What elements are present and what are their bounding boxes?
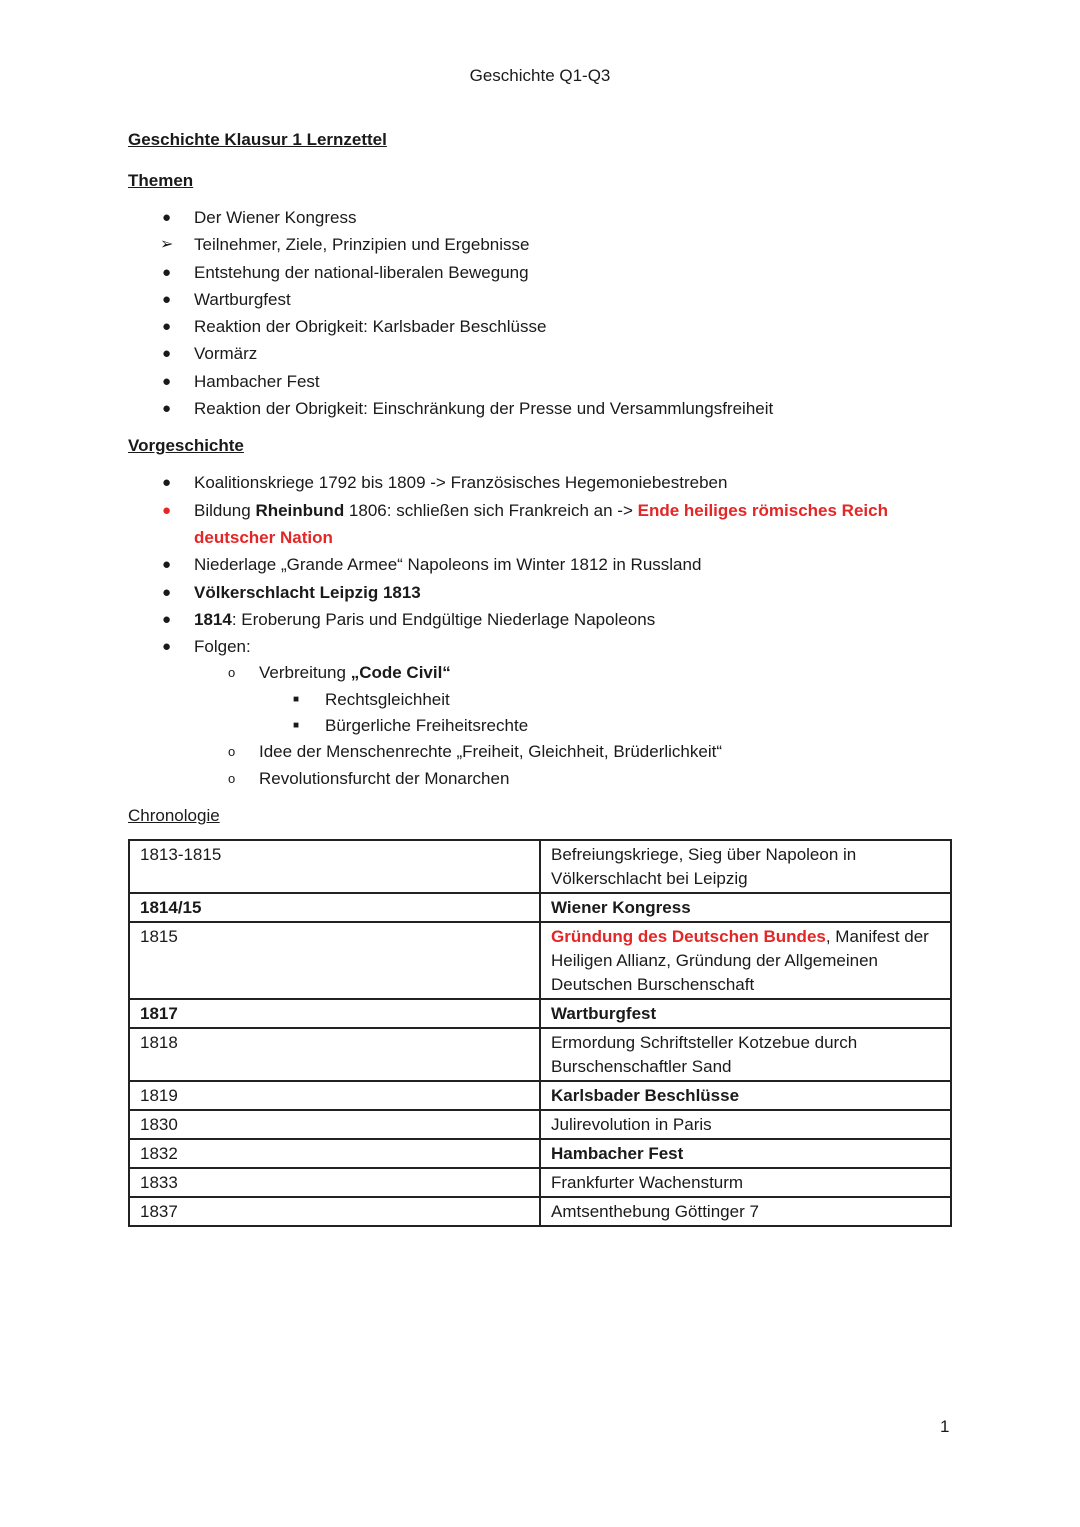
list-item: ● Entstehung der national-liberalen Bewegung [128,259,952,286]
table-cell-event: Befreiungskriege, Sieg über Napoleon in Völkerschlacht bei Leipzig [540,840,951,893]
list-item: ● Reaktion der Obrigkeit: Karlsbader Beschlüsse [128,313,952,340]
bullet-icon: ● [162,263,172,281]
bullet-icon: ● [162,209,172,226]
chronology-table [128,839,952,1227]
list-item: ➢ Teilnehmer, Ziele, Prinzipien und Ergebnisse [128,231,952,258]
sub-sub-list-item: ■ Rechtsgleichheit [128,687,952,713]
table-cell-year: 1832 [129,1139,540,1168]
table-cell-event: Wartburgfest [540,999,951,1028]
table-row [129,999,951,1028]
table-row [129,1139,951,1168]
list-item: ● Bildung Rheinbund 1806: schließen sich Frankreich an -> Ende heiliges römisches Reich deutscher Nation [128,497,952,552]
bullet-icon: ● [162,556,172,574]
bullet-icon: ● [162,318,172,336]
bullet-icon: ● [162,345,172,363]
sub-sub-list-item: ■ Bürgerliche Freiheitsrechte [128,713,952,739]
table-cell-year: 1837 [129,1197,540,1226]
table-cell-year: 1817 [129,999,540,1028]
list-item: ● Koalitionskriege 1792 bis 1809 -> Französisches Hegemoniebestreben [128,469,952,496]
list-item: ● Hambacher Fest [128,368,952,395]
bullet-icon: ● [162,610,172,628]
table-cell-event: Ermordung Schriftsteller Kotzebue durch Burschenschaftler Sand [540,1028,951,1081]
table-cell-year: 1833 [129,1168,540,1197]
list-item: ● Vormärz [128,340,952,367]
circle-bullet-icon: o [228,665,236,681]
vorgeschichte-list [128,469,952,792]
sub-list-item: o Revolutionsfurcht der Monarchen [128,766,952,792]
table-cell-event: Gründung des Deutschen Bundes, Manifest der Heiligen Allianz, Gründung der Allgemeinen Deutschen Burschenschaft [540,922,951,999]
table-row [129,1110,951,1139]
table-cell-event: Hambacher Fest [540,1139,951,1168]
circle-bullet-icon: o [228,770,236,786]
themen-list [128,204,952,422]
table-cell-event: Amtsenthebung Göttinger 7 [540,1197,951,1226]
highlight-text: Ende heiliges römisches Reich deutscher Nation [194,500,888,547]
table-row [129,1197,951,1226]
page-header: Geschichte Q1-Q3 [469,66,611,85]
highlight-text: Gründung des Deutschen Bundes [551,926,826,946]
table-cell-year: 1814/15 [129,893,540,922]
square-bullet-icon: ■ [293,693,300,705]
table-row [129,1028,951,1081]
document-body [128,130,952,1227]
table-cell-year: 1819 [129,1081,540,1110]
list-item: ● Der Wiener Kongress [128,204,952,231]
bullet-icon: ● [162,638,172,656]
table-row [129,840,951,893]
list-item: ● Folgen: o Verbreitung „Code Civil“ ■ Rechtsgleichheit ■ Bürgerliche Freiheitsrechte o Idee der Menschenrechte „Freiheit, Gleichheit, Brüderlichkeit“ o Revolutionsfurcht der Monarchen [128,633,952,792]
table-cell-event: Karlsbader Beschlüsse [540,1081,951,1110]
sub-list-item: o Verbreitung „Code Civil“ [128,660,952,686]
sub-list-item: o Idee der Menschenrechte „Freiheit, Gleichheit, Brüderlichkeit“ [128,739,952,765]
bullet-icon: ● [162,474,172,492]
folgen-sublist [194,660,952,791]
bullet-icon: ● [162,400,172,418]
table-cell-event: Wiener Kongress [540,893,951,922]
bullet-icon: ● [162,501,172,519]
square-bullet-icon: ■ [293,720,300,732]
list-item: ● Völkerschlacht Leipzig 1813 [128,579,952,606]
table-cell-year: 1813-1815 [129,840,540,893]
list-item: ● Niederlage „Grande Armee“ Napoleons im Winter 1812 in Russland [128,551,952,578]
table-row [129,922,951,999]
table-cell-event: Frankfurter Wachensturm [540,1168,951,1197]
table-row [129,1081,951,1110]
bullet-icon: ● [162,290,172,308]
section-heading-vorgeschichte: Vorgeschichte [128,436,244,456]
document-title: Geschichte Klausur 1 Lernzettel [128,130,387,149]
list-item: ● Wartburgfest [128,286,952,313]
bullet-icon: ● [162,372,172,390]
section-heading-themen: Themen [128,171,194,190]
list-item: ● Reaktion der Obrigkeit: Einschränkung der Presse und Versammlungsfreiheit [128,395,952,422]
table-cell-year: 1830 [129,1110,540,1139]
arrow-bullet-icon: ➢ [160,236,174,254]
table-cell-event: Julirevolution in Paris [540,1110,951,1139]
table-row [129,893,951,922]
circle-bullet-icon: o [228,744,236,760]
list-item: ● 1814: Eroberung Paris und Endgültige Niederlage Napoleons [128,606,952,633]
section-heading-chronologie: Chronologie [128,805,220,825]
table-row [129,1168,951,1197]
bullet-icon: ● [162,583,172,601]
table-cell-year: 1815 [129,922,540,999]
table-cell-year: 1818 [129,1028,540,1081]
page-number: 1 [940,1417,950,1436]
